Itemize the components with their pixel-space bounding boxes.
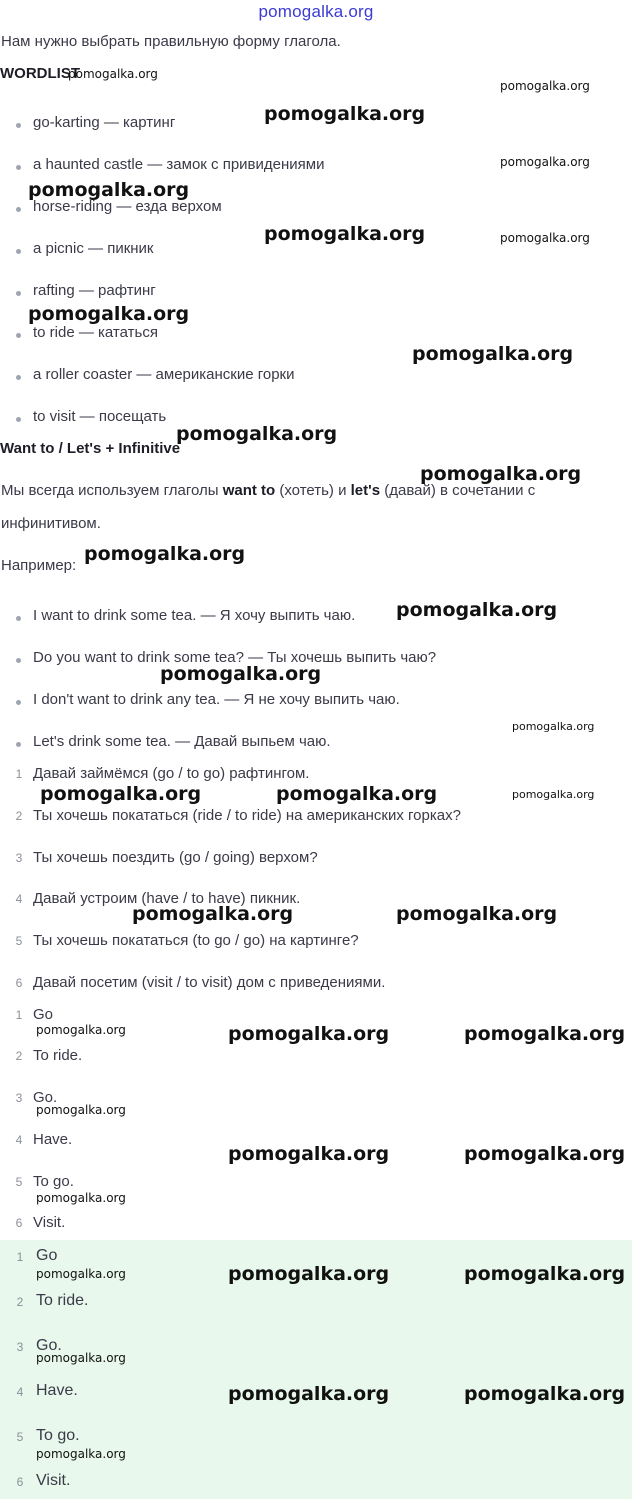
answer-item: Go. xyxy=(36,1337,62,1354)
watermark: pomogalka.org xyxy=(36,1191,126,1205)
list-item: Let's drink some tea. — Давай выпьем чаю. xyxy=(33,733,331,750)
answer-item: To ride. xyxy=(33,1047,83,1064)
bullet-icon xyxy=(16,375,21,380)
example-label: Например: xyxy=(1,557,77,574)
intro-text: Нам нужно выбрать правильную форму глагола. xyxy=(1,33,341,50)
site-header-watermark: pomogalka.org xyxy=(258,2,374,21)
answer-number: 5 xyxy=(16,1430,24,1444)
watermark: pomogalka.org xyxy=(396,903,558,925)
list-item: I don't want to drink any tea. — Я не хочу выпить чаю. xyxy=(33,691,400,708)
bullet-icon xyxy=(16,417,21,422)
bullet-icon xyxy=(16,291,21,296)
watermark: pomogalka.org xyxy=(132,903,294,925)
exercise-item: Ты хочешь поездить (go / going) верхом? xyxy=(33,849,318,866)
exercise-number: 1 xyxy=(15,767,23,781)
exercise-number: 4 xyxy=(15,892,23,906)
watermark: pomogalka.org xyxy=(228,1143,390,1165)
answer-item: Go. xyxy=(33,1089,58,1106)
exercise-item: Давай посетим (visit / to visit) дом с приведениями. xyxy=(33,974,386,991)
exercise-number: 6 xyxy=(15,976,23,990)
answer-item: To ride. xyxy=(36,1292,89,1309)
list-item: I want to drink some tea. — Я хочу выпить чаю. xyxy=(33,607,356,624)
watermark: pomogalka.org xyxy=(500,231,590,245)
answer-item: Visit. xyxy=(33,1214,66,1231)
answer-item: To go. xyxy=(36,1427,80,1444)
answer-item: Have. xyxy=(36,1382,78,1399)
answer-number: 2 xyxy=(16,1295,24,1309)
watermark: pomogalka.org xyxy=(36,1023,126,1037)
list-item: to visit — посещать xyxy=(33,408,167,425)
grammar-heading: Want to / Let's + Infinitive xyxy=(0,440,181,457)
list-item: to ride — кататься xyxy=(33,324,158,341)
watermark: pomogalka.org xyxy=(36,1351,126,1365)
watermark: pomogalka.org xyxy=(228,1383,390,1405)
watermark: pomogalka.org xyxy=(464,1263,626,1285)
answer-item: Go xyxy=(36,1247,58,1264)
grammar-bold-want: want to xyxy=(222,482,276,499)
bullet-icon xyxy=(16,165,21,170)
watermark: pomogalka.org xyxy=(464,1143,626,1165)
list-item: a roller coaster — американские горки xyxy=(33,366,295,383)
exercise-number: 5 xyxy=(15,934,23,948)
bullet-icon xyxy=(16,700,21,705)
exercise-number: 2 xyxy=(15,809,23,823)
watermark: pomogalka.org xyxy=(512,788,595,801)
grammar-text: Мы всегда используем глаголы xyxy=(1,482,223,499)
watermark: pomogalka.org xyxy=(68,67,158,81)
watermark: pomogalka.org xyxy=(28,179,190,201)
bullet-icon xyxy=(16,207,21,212)
exercise-item: Ты хочешь покататься (to go / go) на картинге? xyxy=(33,932,359,949)
watermark: pomogalka.org xyxy=(160,663,322,685)
answer-number: 6 xyxy=(15,1216,23,1230)
answer-number: 2 xyxy=(15,1049,23,1063)
answer-item: Go xyxy=(33,1006,54,1023)
list-item: rafting — рафтинг xyxy=(33,282,156,299)
answer-item: To go. xyxy=(33,1173,74,1190)
watermark: pomogalka.org xyxy=(36,1447,126,1461)
watermark: pomogalka.org xyxy=(464,1383,626,1405)
exercise-item: Давай устроим (have / to have) пикник. xyxy=(33,890,301,907)
watermark: pomogalka.org xyxy=(176,423,338,445)
bullet-icon xyxy=(16,249,21,254)
grammar-bold-lets: let's xyxy=(350,482,381,499)
answer-number: 6 xyxy=(16,1475,24,1489)
watermark: pomogalka.org xyxy=(228,1263,390,1285)
watermark: pomogalka.org xyxy=(228,1023,390,1045)
wordlist-heading: WORDLIST xyxy=(0,65,80,82)
grammar-paragraph-line2: инфинитивом. xyxy=(1,515,101,532)
list-item: go-karting — картинг xyxy=(33,114,176,131)
exercise-number: 3 xyxy=(15,851,23,865)
answer-number: 1 xyxy=(16,1250,24,1264)
watermark: pomogalka.org xyxy=(40,783,202,805)
answer-number: 4 xyxy=(15,1133,23,1147)
exercise-item: Ты хочешь покататься (ride / to ride) на американских горках? xyxy=(33,807,461,824)
watermark: pomogalka.org xyxy=(264,103,426,125)
answer-number: 5 xyxy=(15,1175,23,1189)
watermark: pomogalka.org xyxy=(36,1267,126,1281)
grammar-text: (хотеть) и xyxy=(275,482,351,499)
list-item: a picnic — пикник xyxy=(33,240,154,257)
watermark: pomogalka.org xyxy=(512,720,595,733)
exercise-item: Давай займёмся (go / to go) рафтингом. xyxy=(33,765,310,782)
bullet-icon xyxy=(16,123,21,128)
bullet-icon xyxy=(16,333,21,338)
answer-number: 4 xyxy=(16,1385,24,1399)
grammar-text: (давай) в сочетании с xyxy=(380,482,536,499)
watermark: pomogalka.org xyxy=(276,783,438,805)
watermark: pomogalka.org xyxy=(84,543,246,565)
bullet-icon xyxy=(16,616,21,621)
bullet-icon xyxy=(16,658,21,663)
watermark: pomogalka.org xyxy=(412,343,574,365)
watermark: pomogalka.org xyxy=(264,223,426,245)
answer-number: 3 xyxy=(16,1340,24,1354)
answer-number: 1 xyxy=(15,1008,23,1022)
list-item: horse-riding — езда верхом xyxy=(33,198,222,215)
list-item: a haunted castle — замок с привидениями xyxy=(33,156,325,173)
watermark: pomogalka.org xyxy=(500,79,590,93)
watermark: pomogalka.org xyxy=(420,463,582,485)
watermark: pomogalka.org xyxy=(396,599,558,621)
answer-item: Have. xyxy=(33,1131,73,1148)
watermark: pomogalka.org xyxy=(500,155,590,169)
watermark: pomogalka.org xyxy=(28,303,190,325)
watermark: pomogalka.org xyxy=(36,1103,126,1117)
list-item: Do you want to drink some tea? — Ты хочешь выпить чаю? xyxy=(33,649,437,666)
answer-item: Visit. xyxy=(36,1472,71,1489)
answer-number: 3 xyxy=(15,1091,23,1105)
bullet-icon xyxy=(16,742,21,747)
watermark: pomogalka.org xyxy=(464,1023,626,1045)
